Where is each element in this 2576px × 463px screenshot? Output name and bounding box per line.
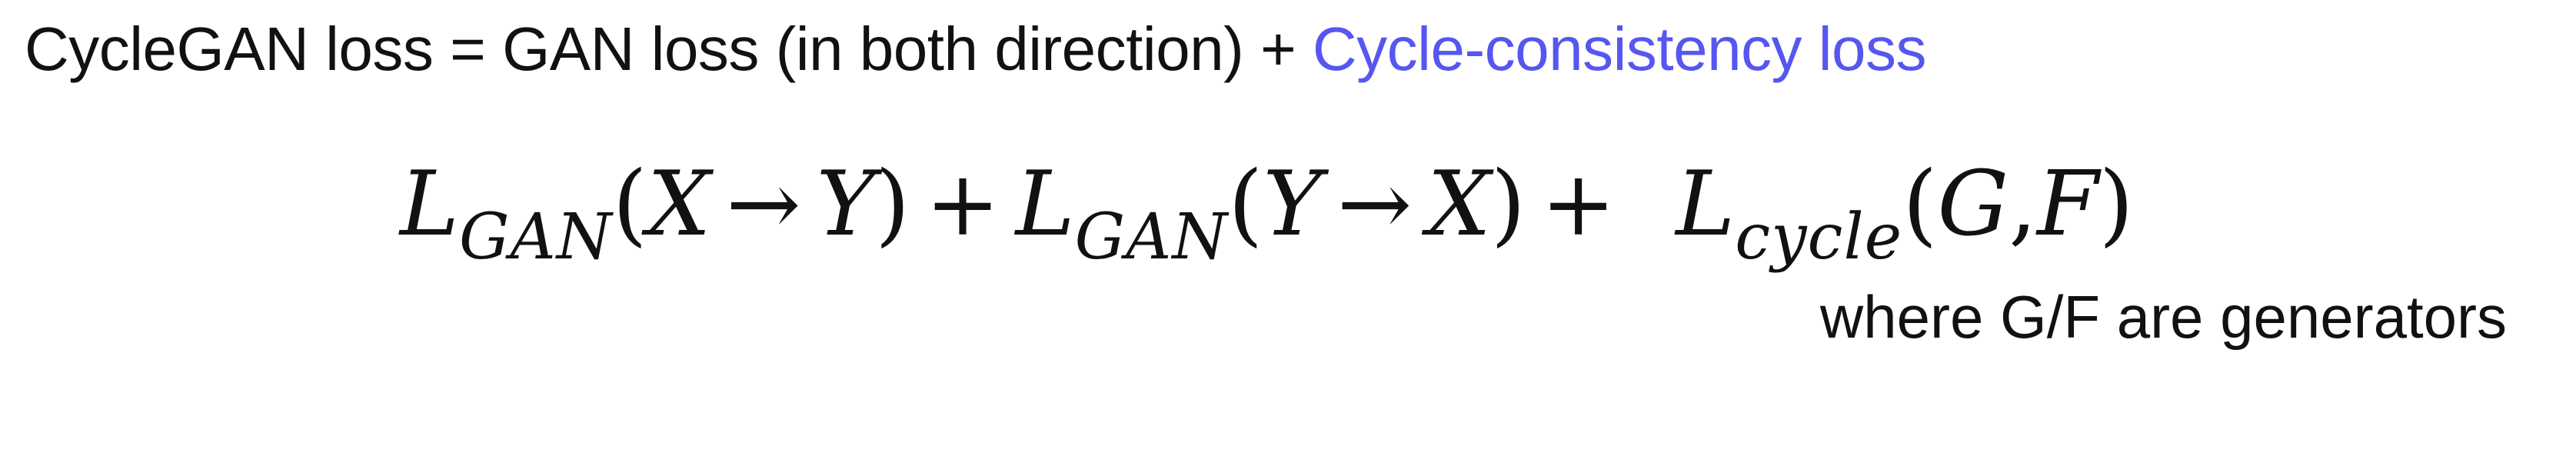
plus-sign-2: + [1541, 152, 1616, 256]
loss-formula [400, 151, 2134, 276]
term2-symbol: L [1015, 152, 1075, 256]
headline [25, 14, 1926, 85]
term1-from: X [647, 152, 711, 256]
term1-to: Y [816, 152, 876, 256]
term3-symbol: L [1676, 152, 1736, 256]
term1-symbol: L [400, 152, 460, 256]
headline-prefix: CycleGAN loss = GAN loss (in both direction) + [25, 15, 1296, 83]
headline-highlight: Cycle-consistency loss [1312, 15, 1927, 83]
term2-subscript: GAN [1074, 201, 1229, 275]
term3-arg2: F [2037, 152, 2099, 256]
term1-open-paren: ( [612, 152, 647, 256]
term2-arrow: → [1336, 152, 1413, 256]
generators-note: where G/F are generators [1819, 283, 2507, 351]
term3-close-paren: ) [2098, 152, 2134, 256]
plus-sign-1: + [925, 152, 1000, 256]
term1-subscript: GAN [459, 201, 613, 275]
term2-from: Y [1263, 152, 1322, 256]
term2-open-paren: ( [1228, 152, 1263, 256]
term2-to: X [1427, 152, 1491, 256]
term1-arrow: → [726, 152, 801, 256]
term3-subscript: cycle [1735, 201, 1903, 275]
term3-open-paren: ( [1902, 152, 1938, 256]
term3-comma: , [2009, 152, 2038, 256]
term1-close-paren: ) [875, 152, 910, 256]
term2-close-paren: ) [1490, 152, 1526, 256]
term3-arg1: G [1937, 152, 2009, 256]
